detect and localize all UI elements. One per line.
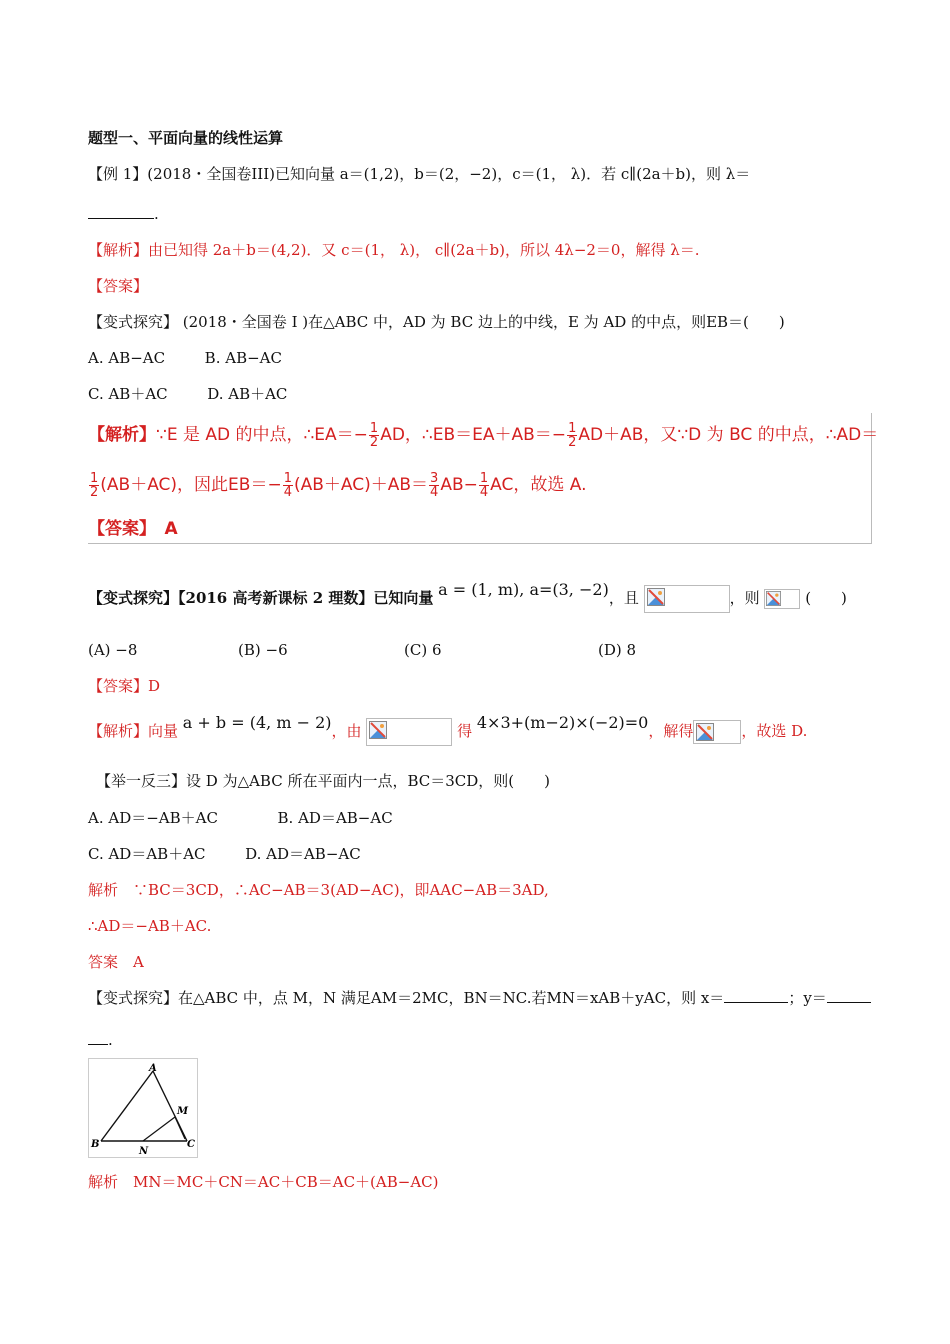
variant-3-question: 【变式探究】在△ABC 中，点 M，N 满足AM＝2MC，BN＝NC.若MN＝xAB＋yAC，则 x＝ ；y＝ [88, 988, 871, 1008]
label-c: C [187, 1139, 195, 1150]
answer-blank-y [827, 988, 871, 1003]
example-1-answer: 【答案】 [88, 277, 149, 295]
example-2-question: 【举一反三】设 D 为△ABC 所在平面内一点，BC＝3CD，则( ) [96, 772, 551, 790]
vector-formula: a = (1, m), a=(3, −2) [438, 580, 609, 599]
option-a: A. AB−AC [88, 349, 166, 367]
variant-2-question: 【变式探究】【2016 高考新课标 2 理数】已知向量 a = (1, m), a=(3, −2)，且 ，则 ( ) [88, 585, 847, 613]
formula-image-placeholder [366, 718, 452, 746]
variant-1-analysis-line2: $\frac{1}{2}$ (AB＋AC)，因此EB＝− $\frac{1}{4}$ (AB＋AC)＋AB＝ $\frac{3}{4}$ AB− $\frac{1}{4}$ AC，故选 A. [90, 470, 587, 500]
option-a: (A) −8 [88, 641, 138, 659]
variant-1-options-cd [88, 384, 287, 404]
answer-blank [88, 204, 154, 219]
analysis-label: 【解析】 [88, 425, 156, 445]
example-2-analysis-2: ∴AD＝−AB＋AC. [88, 917, 212, 935]
option-d: D. AB＋AC [207, 385, 288, 403]
variant-1-analysis-line1: 【解析】∵E 是 AD 的中点，∴EA＝− $\frac{1}{2}$ AD，∴EB＝EA＋AB＝− $\frac{1}{2}$ AD＋AB，又∵D 为 BC 的中点，∴AD＝ [88, 420, 879, 450]
variant-2-answer: 【答案】D [88, 677, 161, 695]
fraction: $\frac{1}{2}$ [90, 470, 99, 500]
formula-image-placeholder-small [764, 589, 800, 609]
label-m: M [177, 1106, 189, 1117]
option-d: (D) 8 [598, 641, 637, 659]
label-b: B [91, 1139, 100, 1150]
variant-2-options [88, 640, 636, 660]
example-2-options-cd [88, 844, 361, 864]
option-a: A. AD＝−AB＋AC [88, 809, 218, 827]
broken-image-icon [647, 588, 665, 606]
option-b: B. AB−AC [204, 349, 282, 367]
label-n: N [139, 1146, 149, 1157]
option-b: (B) −6 [238, 641, 288, 659]
variant-1-answer: 【答案】 A [88, 519, 178, 539]
fraction: $\frac{1}{2}$ [568, 420, 577, 450]
formula-image-placeholder [644, 585, 730, 613]
fraction: $\frac{1}{4}$ [479, 470, 489, 500]
variant-3-analysis: 解析 MN＝MC＋CN＝AC＋CB＝AC＋(AB−AC) [88, 1173, 439, 1191]
example-1-analysis: 【解析】由已知得 2a＋b＝(4,2)．又 c＝(1， λ)， c∥(2a＋b)，所以 4λ−2＝0，解得 λ＝. [88, 241, 700, 259]
fraction: $\frac{1}{2}$ [369, 420, 379, 450]
variant-1-options-ab [88, 348, 282, 368]
vector-sum-formula: a + b = (4, m − 2) [182, 713, 332, 732]
answer-blank-cont [88, 1030, 108, 1045]
example-1-question: 【例 1】(2018・全国卷III)已知向量 a＝(1,2)，b＝(2，−2)，c＝(1， λ)．若 c∥(2a＋b)，则 λ＝ [88, 165, 751, 183]
triangle-figure [88, 1058, 198, 1158]
fraction: $\frac{1}{4}$ [283, 470, 292, 500]
label-a: A [149, 1063, 157, 1074]
broken-image-icon [369, 721, 387, 739]
section-title: 题型一、平面向量的线性运算 [88, 129, 284, 147]
formula-image-placeholder [693, 720, 741, 744]
variant-1-question: 【变式探究】 (2018・全国卷 I )在△ABC 中，AD 为 BC 边上的中线，E 为 AD 的中点，则EB＝( ) [88, 313, 785, 331]
broken-image-icon [766, 591, 781, 606]
example-2-options-ab [88, 808, 393, 828]
example-2-analysis-1: 解析 ∵BC＝3CD，∴AC−AB＝3(AD−AC)，即AAC−AB＝3AD, [88, 881, 549, 899]
option-c: C. AB＋AC [88, 385, 168, 403]
period: . [154, 205, 159, 223]
example-2-answer: 答案 A [88, 953, 144, 971]
fraction: $\frac{3}{4}$ [430, 470, 439, 500]
equation: 4×3+(m−2)×(−2)=0 [476, 713, 649, 732]
option-c: (C) 6 [404, 641, 442, 659]
option-d: D. AD＝AB−AC [245, 845, 361, 863]
option-b: B. AD＝AB−AC [277, 809, 393, 827]
example-1-blank-line [88, 204, 159, 224]
answer-blank-x [724, 988, 788, 1003]
option-c: C. AD＝AB＋AC [88, 845, 206, 863]
variant-2-analysis: 【解析】向量 a + b = (4, m − 2)，由 得 4×3+(m−2)×(−2)=0，解得 ，故选 D. [88, 718, 807, 746]
broken-image-icon [696, 723, 714, 741]
variant-3-blank-cont: . [88, 1030, 113, 1050]
